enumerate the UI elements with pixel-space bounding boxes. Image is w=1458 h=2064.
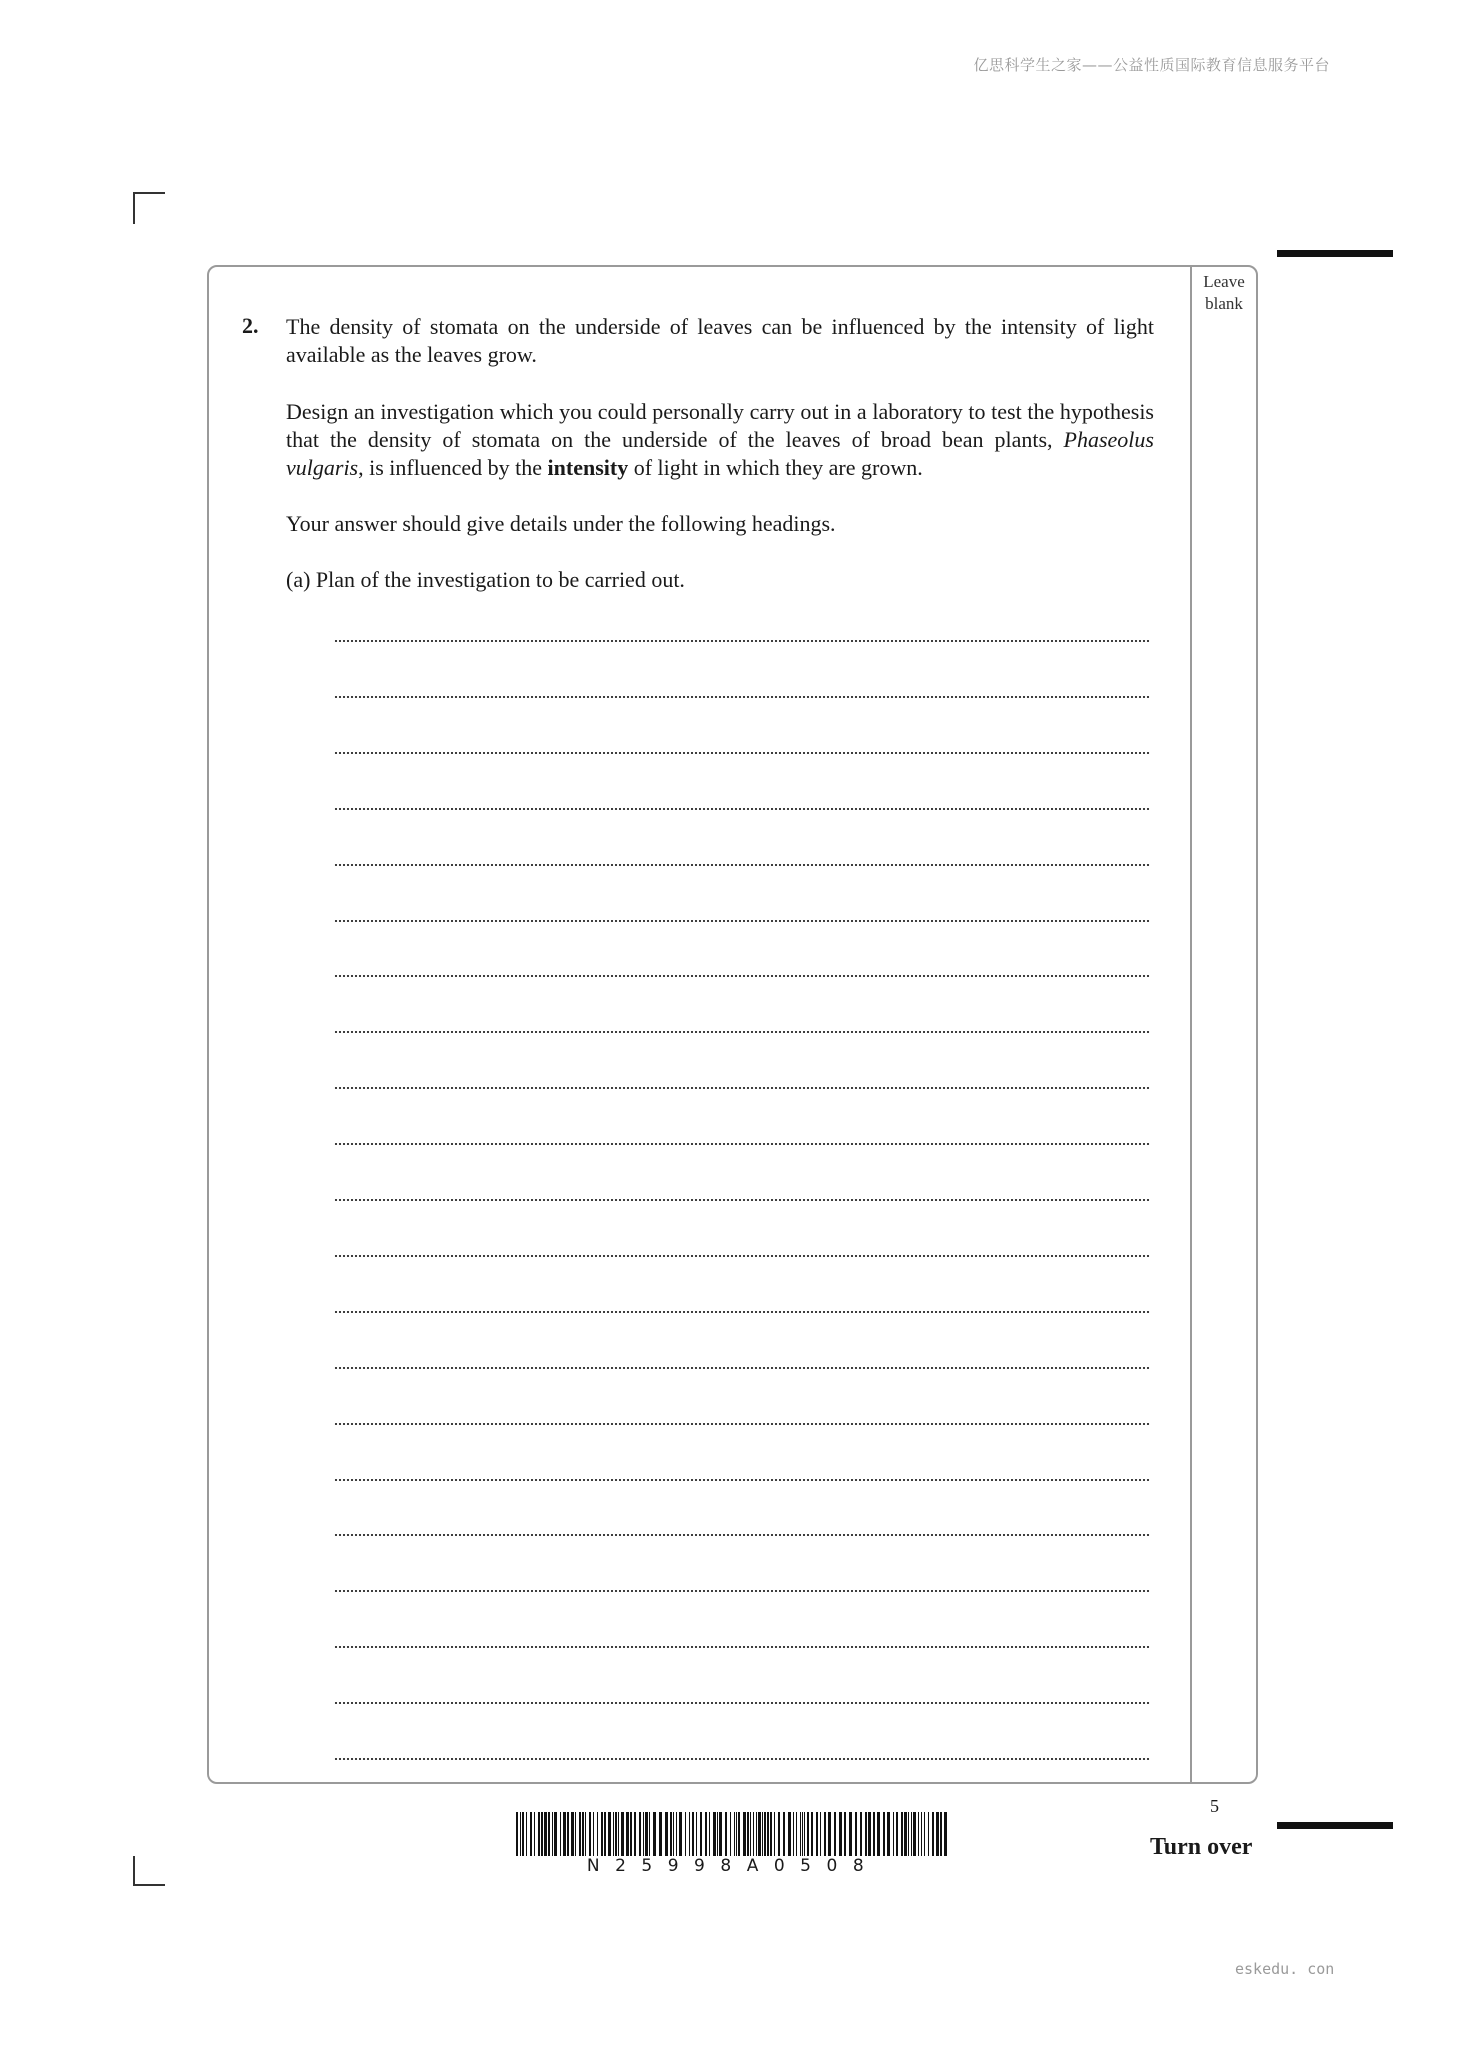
- answer-line[interactable]: [334, 1758, 1150, 1760]
- barcode-bar: [643, 1812, 644, 1856]
- barcode-bar: [736, 1812, 737, 1856]
- barcode-bar: [743, 1812, 746, 1856]
- barcode-bar: [554, 1812, 557, 1856]
- barcode-bar: [679, 1812, 682, 1856]
- barcode-bar: [673, 1812, 674, 1856]
- barcode-bar: [932, 1812, 934, 1856]
- barcode-bar: [811, 1812, 813, 1856]
- task-text-after: of light in which they are grown.: [628, 455, 923, 480]
- barcode-bar: [868, 1812, 871, 1856]
- barcode-bar: [807, 1812, 809, 1856]
- barcode-bar: [865, 1812, 867, 1856]
- barcode-bar: [855, 1812, 857, 1856]
- barcode-bar: [940, 1812, 942, 1856]
- barcode-bar: [738, 1812, 740, 1856]
- barcode-bar: [747, 1812, 749, 1856]
- barcode-bar: [520, 1812, 521, 1856]
- turn-over-label: Turn over: [1150, 1834, 1253, 1860]
- answer-line[interactable]: [334, 640, 1150, 642]
- barcode-bar: [665, 1812, 668, 1856]
- barcode-bar: [896, 1812, 898, 1856]
- barcode-bar: [913, 1812, 916, 1856]
- answer-line[interactable]: [334, 1479, 1150, 1481]
- barcode-bar: [921, 1812, 922, 1856]
- barcode-bar: [548, 1812, 550, 1856]
- barcode-bar: [676, 1812, 677, 1856]
- barcode-bar: [839, 1812, 842, 1856]
- barcode-bar: [634, 1812, 636, 1856]
- barcode-bar: [936, 1812, 939, 1856]
- crop-mark-bottom-v: [133, 1856, 135, 1886]
- answer-line[interactable]: [334, 1087, 1150, 1089]
- answer-line[interactable]: [334, 920, 1150, 922]
- barcode-bar: [824, 1812, 826, 1856]
- barcode-bar: [734, 1812, 735, 1856]
- barcode-bar: [893, 1812, 894, 1856]
- barcode-bar: [713, 1812, 716, 1856]
- barcode-bar: [685, 1812, 686, 1856]
- barcode-digit: 9: [667, 1856, 695, 1876]
- barcode-bar: [758, 1812, 761, 1856]
- barcode-bar: [696, 1812, 697, 1856]
- answer-line[interactable]: [334, 1590, 1150, 1592]
- barcode-bar: [567, 1812, 569, 1856]
- barcode-bar: [796, 1812, 797, 1856]
- answer-line[interactable]: [334, 1031, 1150, 1033]
- barcode-bar: [901, 1812, 903, 1856]
- barcode-digit: A: [746, 1856, 774, 1876]
- leave-blank-label: [1192, 271, 1256, 315]
- crop-mark-bottom-h: [133, 1884, 165, 1886]
- answer-line[interactable]: [334, 1255, 1150, 1257]
- barcode-bar: [585, 1812, 586, 1856]
- barcode-bar: [639, 1812, 641, 1856]
- barcode-bar: [575, 1812, 576, 1856]
- barcode-bar: [534, 1812, 535, 1856]
- answer-line[interactable]: [334, 1367, 1150, 1369]
- barcode-bar: [601, 1812, 603, 1856]
- barcode-bar: [793, 1812, 794, 1856]
- barcode-bar: [709, 1812, 710, 1856]
- barcode-bar: [582, 1812, 584, 1856]
- margin-bar-top: [1277, 250, 1393, 257]
- barcode-bar: [756, 1812, 757, 1856]
- barcode-bar: [538, 1812, 540, 1856]
- answer-line[interactable]: [334, 975, 1150, 977]
- answer-line[interactable]: [334, 1199, 1150, 1201]
- barcode-bar: [802, 1812, 803, 1856]
- barcode-bar: [552, 1812, 553, 1856]
- barcode-bar: [762, 1812, 763, 1856]
- barcode-bar: [618, 1812, 619, 1856]
- barcode-bar: [589, 1812, 591, 1856]
- barcode-bar: [924, 1812, 925, 1856]
- barcode-bar: [593, 1812, 594, 1856]
- answer-line[interactable]: [334, 1534, 1150, 1536]
- barcode: [516, 1812, 950, 1856]
- barcode-bar: [730, 1812, 731, 1856]
- barcode-bar: [544, 1812, 547, 1856]
- answer-line[interactable]: [334, 864, 1150, 866]
- barcode-bar: [770, 1812, 772, 1856]
- barcode-bar: [670, 1812, 672, 1856]
- barcode-bar: [918, 1812, 919, 1856]
- barcode-bar: [904, 1812, 907, 1856]
- task-text-before: Design an investigation which you could personally carry out in a laboratory to test the hypothesis that the density of stomata on the underside of the leaves of broad bean plants,: [286, 399, 1154, 452]
- crop-mark-top-v: [133, 192, 135, 224]
- barcode-bar: [804, 1812, 805, 1856]
- barcode-bar: [877, 1812, 880, 1856]
- barcode-digit: 8: [852, 1856, 880, 1876]
- barcode-digit: 0: [773, 1856, 801, 1876]
- barcode-bar: [883, 1812, 885, 1856]
- answer-line[interactable]: [334, 1311, 1150, 1313]
- barcode-bar: [571, 1812, 574, 1856]
- task-bold-word: intensity: [547, 455, 629, 480]
- barcode-bar: [783, 1812, 785, 1856]
- barcode-bar: [887, 1812, 890, 1856]
- crop-mark-top-h: [133, 192, 165, 194]
- barcode-bar: [659, 1812, 662, 1856]
- barcode-bar: [526, 1812, 527, 1856]
- barcode-bar: [753, 1812, 754, 1856]
- question-number: 2.: [242, 313, 259, 338]
- barcode-bar: [911, 1812, 912, 1856]
- task-text-middle: , is influenced by the: [358, 455, 548, 480]
- barcode-digits: [516, 1856, 950, 1876]
- leave-blank-line2: blank: [1205, 294, 1243, 313]
- barcode-digit: 5: [800, 1856, 827, 1876]
- barcode-bar: [653, 1812, 656, 1856]
- barcode-bar: [860, 1812, 862, 1856]
- barcode-bar: [908, 1812, 909, 1856]
- barcode-bar: [522, 1812, 524, 1856]
- answer-line[interactable]: [334, 696, 1150, 698]
- barcode-bar: [700, 1812, 702, 1856]
- barcode-bar: [689, 1812, 690, 1856]
- species-name: Phaseolus vulgaris: [286, 427, 1154, 480]
- barcode-bar: [615, 1812, 617, 1856]
- question-intro: The density of stomata on the underside of leaves can be influenced by the intensity of light available as the leaves grow.: [286, 314, 1154, 367]
- barcode-bar: [828, 1812, 831, 1856]
- footer-watermark: eskedu. con: [1235, 1960, 1335, 1978]
- barcode-bar: [834, 1812, 836, 1856]
- barcode-bar: [873, 1812, 875, 1856]
- barcode-bar: [621, 1812, 624, 1856]
- answer-line[interactable]: [334, 1702, 1150, 1704]
- barcode-bar: [849, 1812, 852, 1856]
- barcode-digit: 5: [641, 1856, 668, 1876]
- barcode-bar: [626, 1812, 629, 1856]
- answer-line[interactable]: [334, 1423, 1150, 1425]
- barcode-bar: [750, 1812, 751, 1856]
- leave-blank-line1: Leave: [1203, 272, 1245, 291]
- header-site-text: 亿思科学生之家——公益性质国际教育信息服务平台: [973, 56, 1330, 74]
- barcode-bar: [560, 1812, 561, 1856]
- barcode-bar: [608, 1812, 611, 1856]
- barcode-bar: [649, 1812, 650, 1856]
- barcode-bar: [541, 1812, 543, 1856]
- barcode-bar: [764, 1812, 766, 1856]
- barcode-digit: 2: [615, 1856, 642, 1876]
- barcode-bar: [579, 1812, 581, 1856]
- barcode-bar: [928, 1812, 929, 1856]
- headings-note: Your answer should give details under the following headings.: [286, 511, 836, 536]
- barcode-bar: [705, 1812, 707, 1856]
- leave-blank-divider: [1190, 266, 1192, 1784]
- barcode-bar: [944, 1812, 947, 1856]
- page-number: 5: [1210, 1796, 1219, 1816]
- barcode-bar: [645, 1812, 648, 1856]
- answer-line[interactable]: [334, 752, 1150, 754]
- barcode-bar: [844, 1812, 846, 1856]
- barcode-bar: [530, 1812, 532, 1856]
- question-task: [286, 398, 1154, 482]
- barcode-bar: [767, 1812, 769, 1856]
- barcode-bar: [800, 1812, 801, 1856]
- barcode-digit: 0: [826, 1856, 853, 1876]
- barcode-bar: [717, 1812, 718, 1856]
- answer-line[interactable]: [334, 1646, 1150, 1648]
- margin-bar-bottom: [1277, 1822, 1393, 1829]
- answer-line[interactable]: [334, 1143, 1150, 1145]
- barcode-bar: [613, 1812, 614, 1856]
- barcode-bar: [630, 1812, 632, 1856]
- question-frame: [207, 265, 1258, 1784]
- barcode-digit: N: [586, 1856, 616, 1876]
- barcode-bar: [563, 1812, 566, 1856]
- barcode-bar: [604, 1812, 606, 1856]
- barcode-bar: [719, 1812, 722, 1856]
- barcode-bar: [597, 1812, 598, 1856]
- barcode-digit: 9: [694, 1856, 721, 1876]
- barcode-bar: [816, 1812, 818, 1856]
- barcode-bar: [725, 1812, 727, 1856]
- part-a-heading: (a) Plan of the investigation to be carried out.: [286, 567, 685, 592]
- answer-line[interactable]: [334, 808, 1150, 810]
- barcode-bar: [788, 1812, 791, 1856]
- barcode-bar: [692, 1812, 694, 1856]
- barcode-bar: [774, 1812, 775, 1856]
- barcode-bar: [778, 1812, 780, 1856]
- barcode-bar: [516, 1812, 518, 1856]
- barcode-bar: [820, 1812, 821, 1856]
- barcode-digit: 8: [720, 1856, 747, 1876]
